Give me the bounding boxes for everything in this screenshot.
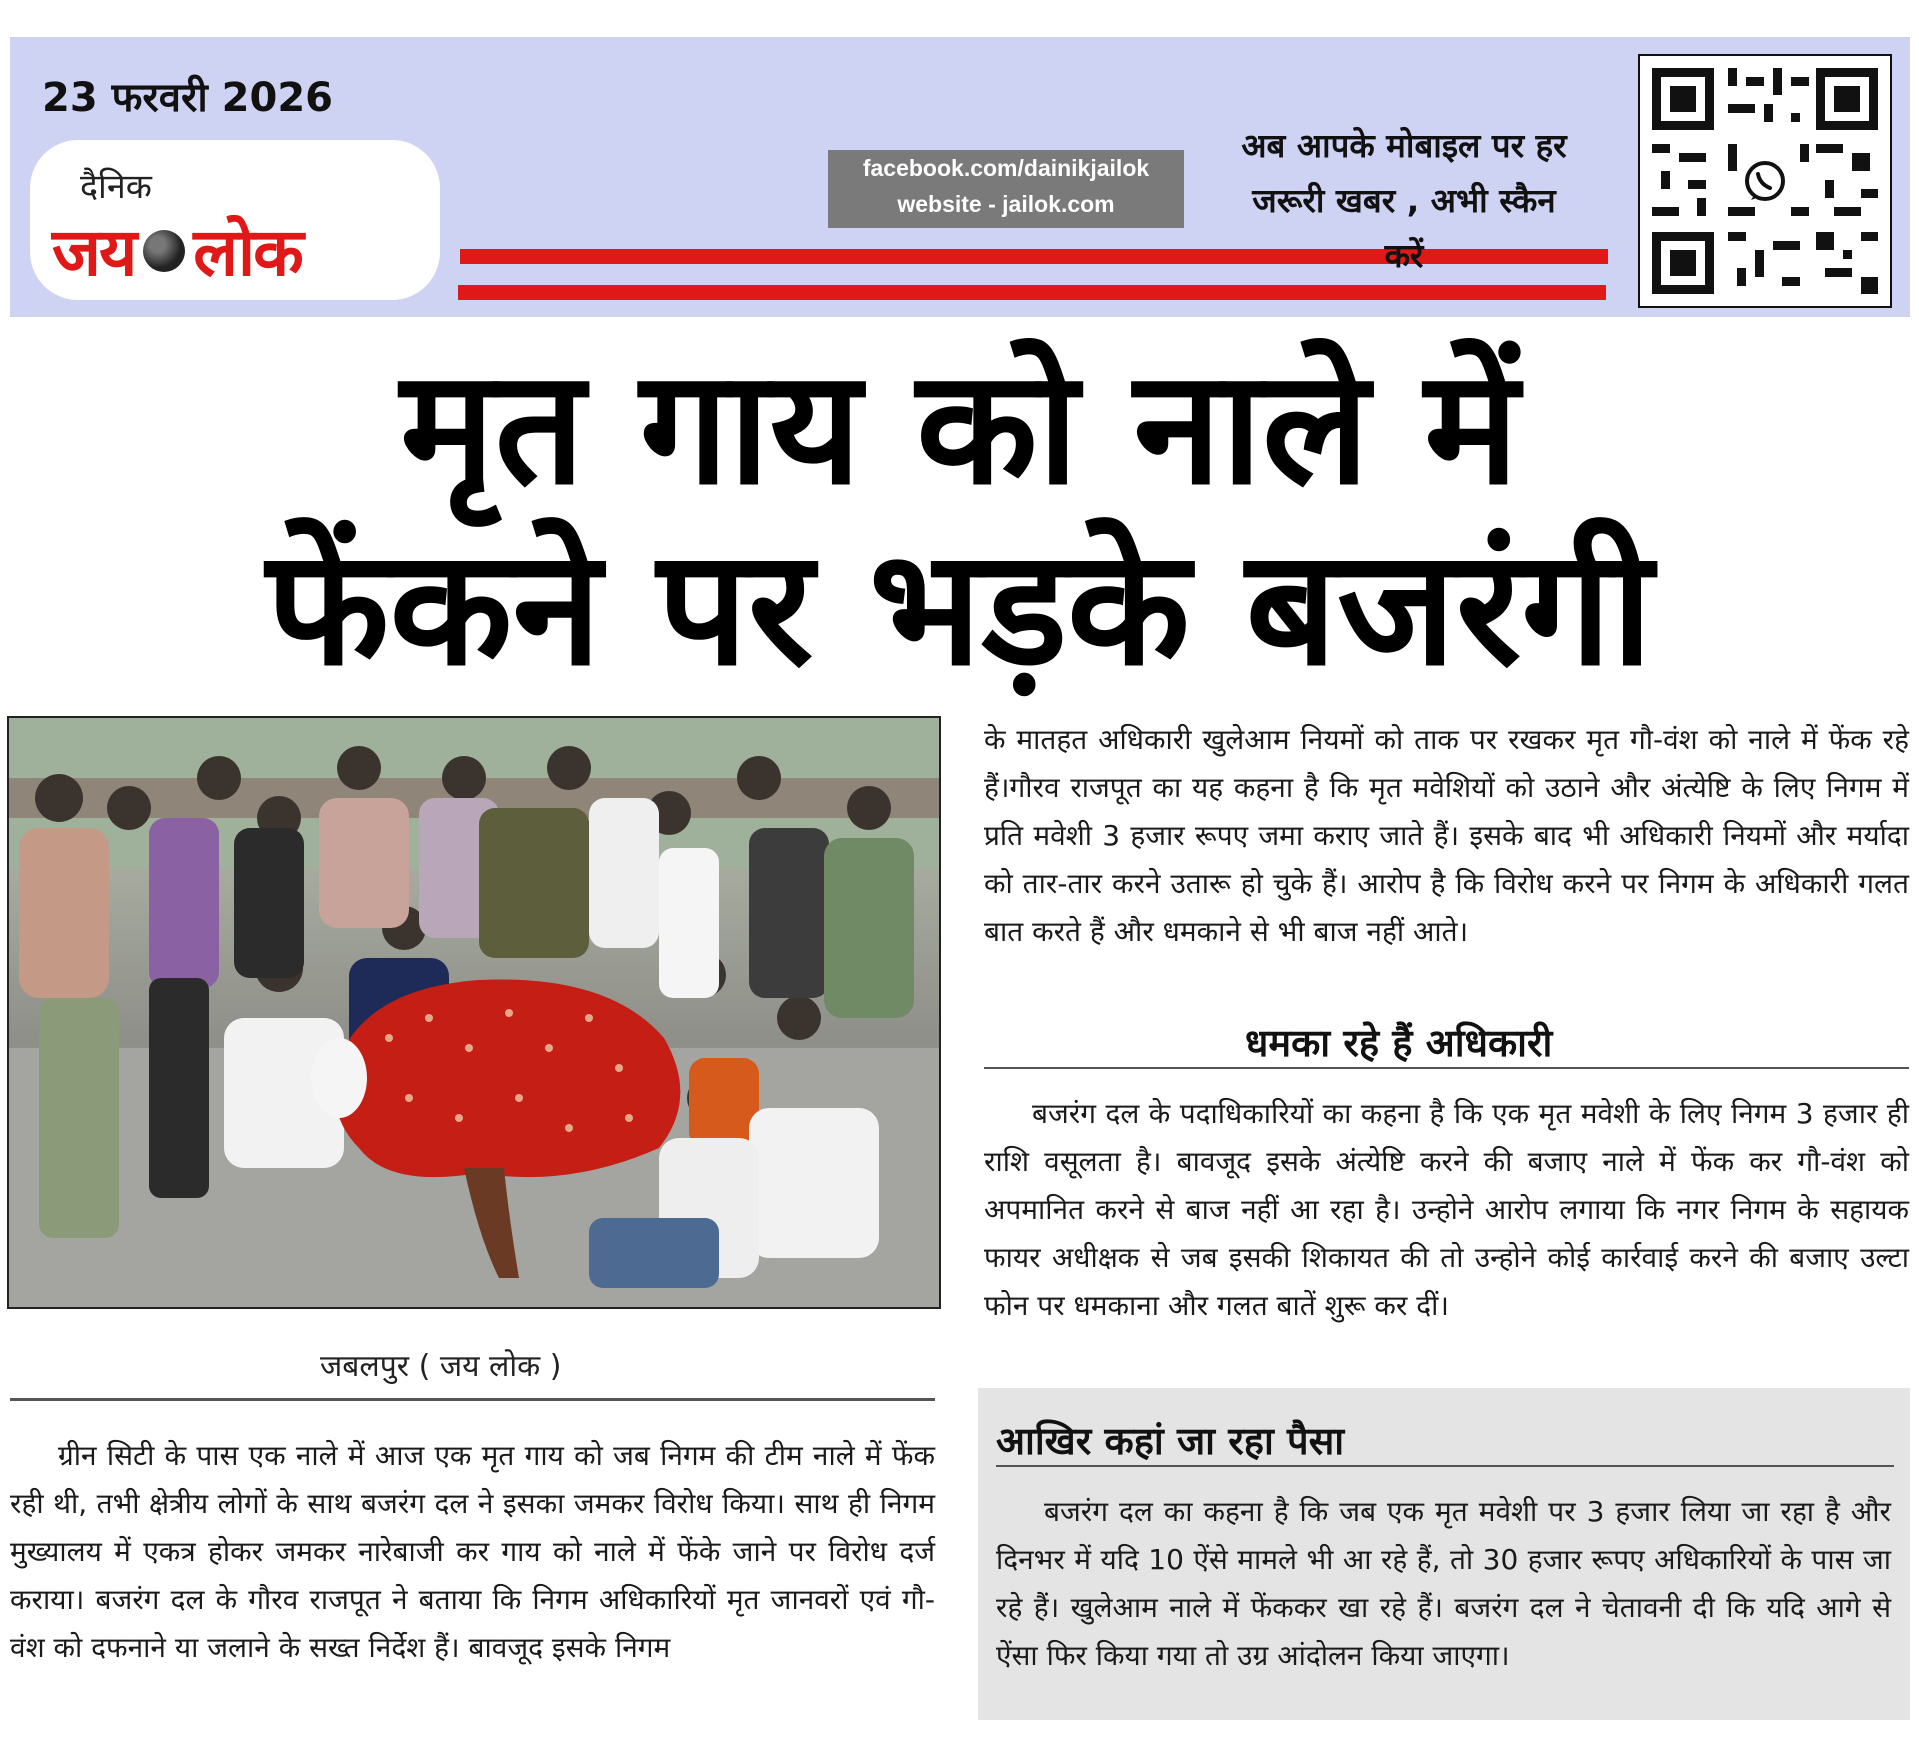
- news-photo: [7, 716, 941, 1309]
- scan-promo-text: [1228, 118, 1580, 283]
- section-money: [996, 1488, 1891, 1680]
- section-threat: [984, 1090, 1909, 1330]
- protest-scene-image: [9, 718, 939, 1307]
- subhead1-divider: [984, 1067, 1909, 1069]
- scan-promo-line1: अब आपके मोबाइल पर हर: [1241, 126, 1567, 165]
- scan-promo-line2: जरूरी खबर , अभी स्कैन करें: [1252, 181, 1556, 275]
- photo-caption: जबलपुर ( जय लोक ): [320, 1349, 562, 1384]
- globe-icon: [143, 230, 185, 272]
- red-rule-bottom: [458, 285, 1606, 300]
- section-money-paragraph: बजरंग दल का कहना है कि जब एक मृत मवेशी पर 3 हजार लिया जा रहा है और दिनभर में यदि 10 ऐंसे मामले भी आ रहे हैं, तो 30 हजार रूपए अधिकारियों के पास जा रहे हैं। खुलेआम नाले में फेंककर खा रहे हैं। बजरंग दल ने चेतावनी दी कि यदि आगे से ऐंसा फिर किया गया तो उग्र आंदोलन किया जाएगा।: [996, 1495, 1891, 1672]
- section-threat-paragraph: बजरंग दल के पदाधिकारियों का कहना है कि एक मृत मवेशी के लिए निगम 3 हजार ही राशि वसूलता है। बावजूद इसके अंत्येष्टि करने की बजाए नाले में फेंक कर गौ-वंश को अपमानित करने से बाज नहीं आ रहा है। उन्होने आरोप लगाया कि नगर निगम के सहायक फायर अधीक्षक से जब इसकी शिकायत की तो उन्होने कोई कार्रवाई करने की बजाए उल्टा फोन पर धमकाना और गलत बातें शुरू कर दीं।: [984, 1097, 1909, 1322]
- edition-date: 23 फरवरी 2026: [42, 75, 334, 121]
- logo-word-jay: जय: [52, 214, 136, 291]
- continuation-paragraph: के मातहत अधिकारी खुलेआम नियमों को ताक पर रखकर मृत गौ-वंश को नाले में फेंक रहे हैं।गौरव राजपूत का यह कहना है कि मृत मवेशियों को उठाने और अंत्येष्टि के लिए निगम में प्रति मवेशी 3 हजार रूपए जमा कराए जाते हैं। इसके बाद भी अधिकारी नियमों और मर्यादा को तार-तार करने उतारू हो चुके हैं। आरोप है कि विरोध करने पर निगम के अधिकारी गलत बात करते हैं और धमकाने से भी बाज नहीं आते।: [984, 723, 1909, 948]
- subhead2-divider: [996, 1465, 1894, 1467]
- subhead-threatening-officials: धमका रहे हैं अधिकारी: [1245, 1021, 1553, 1065]
- logo-title: [52, 205, 302, 295]
- subhead-where-is-money-going: आखिर कहां जा रहा पैसा: [996, 1419, 1345, 1463]
- logo-dainik-text: दैनिक: [80, 167, 152, 207]
- qr-code-icon: [1652, 68, 1878, 294]
- website-link[interactable]: website - jailok.com: [897, 191, 1115, 217]
- caption-divider: [10, 1398, 935, 1401]
- headline-line-2: फेंकने पर भड़के बजरंगी: [266, 514, 1653, 701]
- social-links-box: [828, 150, 1184, 228]
- facebook-link[interactable]: facebook.com/dainikjailok: [862, 155, 1150, 181]
- headline-line-1: मृत गाय को नाले में: [400, 336, 1519, 520]
- left-column-article: [10, 1432, 935, 1672]
- intro-paragraph: ग्रीन सिटी के पास एक नाले में आज एक मृत गाय को जब निगम की टीम नाले में फेंक रही थी, तभी क्षेत्रीय लोगों के साथ बजरंग दल ने इसका जमकर विरोध किया। साथ ही निगम मुख्यालय में एकत्र होकर जमकर नारेबाजी कर गाय को नाले में फेंके जाने पर विरोध दर्ज कराया। बजरंग दल के गौरव राजपूत ने बताया कि निगम अधिकारियों मृत जानवरों एवं गौ-वंश को दफनाने या जलाने के सख्त निर्देश हैं। बावजूद इसके निगम: [10, 1439, 935, 1664]
- right-column-continuation: [984, 716, 1909, 956]
- logo-word-lok: लोक: [193, 214, 302, 291]
- qr-code[interactable]: [1638, 54, 1892, 308]
